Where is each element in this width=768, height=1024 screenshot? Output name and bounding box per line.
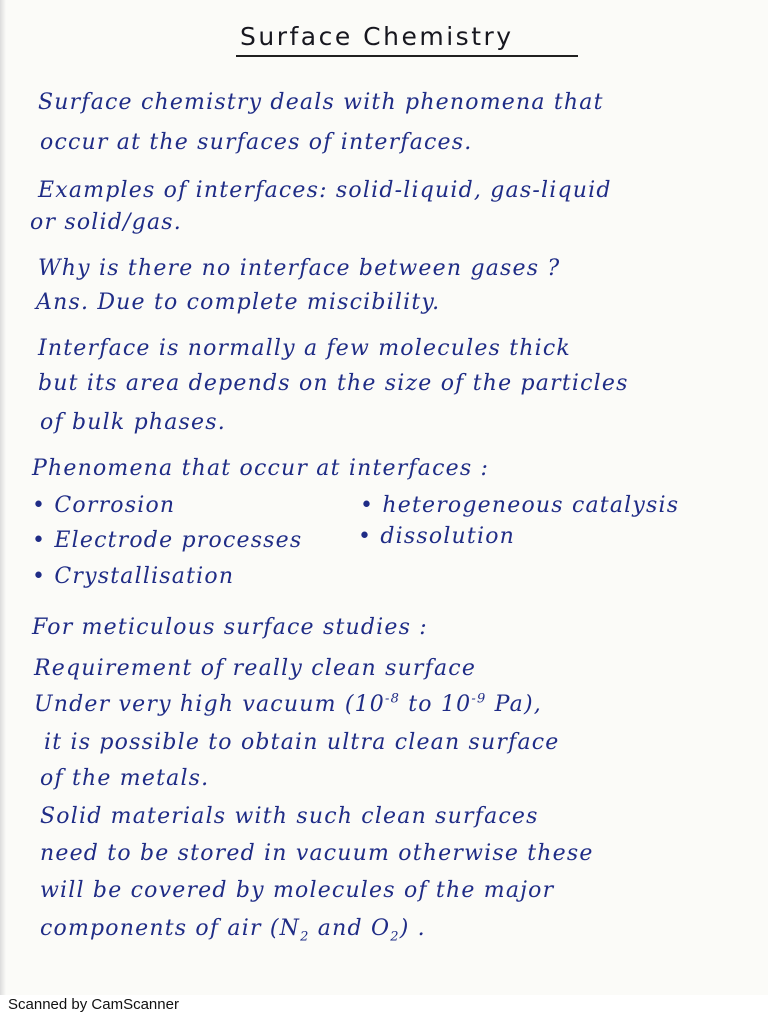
note-line: Ans. Due to complete miscibility. <box>36 290 441 315</box>
oxygen-subscript: 2 <box>390 929 400 945</box>
note-line: or solid/gas. <box>30 210 182 235</box>
air-line <box>40 916 426 945</box>
vacuum-text-end: Pa), <box>486 692 542 717</box>
vacuum-line <box>34 691 542 717</box>
page-edge-shadow <box>0 0 6 995</box>
note-line: Solid materials with such clean surfaces <box>40 804 539 829</box>
air-text-end: ) . <box>399 916 426 941</box>
nitrogen-subscript: 2 <box>300 929 310 945</box>
note-line: Why is there no interface between gases ? <box>38 256 561 281</box>
scanner-footer: Scanned by CamScanner <box>8 996 179 1013</box>
vacuum-exponent-1: -8 <box>385 691 401 707</box>
note-line: Interface is normally a few molecules thick <box>38 336 571 361</box>
bullet-item: • Corrosion <box>32 493 176 518</box>
vacuum-exponent-2: -9 <box>471 691 487 707</box>
bullet-item: • Electrode processes <box>32 528 303 553</box>
note-line: need to be stored in vacuum otherwise these <box>40 841 594 866</box>
note-line: it is possible to obtain ultra clean surface <box>44 730 560 755</box>
note-line: Requirement of really clean surface <box>34 656 477 681</box>
note-line: will be covered by molecules of the major <box>40 878 555 903</box>
bullet-item: • heterogeneous catalysis <box>360 493 680 518</box>
vacuum-text-start: Under very high vacuum (10 <box>34 692 385 717</box>
note-line: but its area depends on the size of the particles <box>38 371 629 396</box>
note-line: occur at the surfaces of interfaces. <box>40 130 473 155</box>
note-line: Phenomena that occur at interfaces : <box>32 456 490 481</box>
note-line: of bulk phases. <box>40 410 226 435</box>
air-text-middle: and O <box>309 916 391 941</box>
note-line: For meticulous surface studies : <box>32 615 428 640</box>
note-line: Examples of interfaces: solid-liquid, gas-liquid <box>38 178 612 203</box>
vacuum-text-middle: to 10 <box>400 692 472 717</box>
air-text-start: components of air (N <box>40 916 301 941</box>
bullet-item: • Crystallisation <box>32 564 235 589</box>
bullet-item: • dissolution <box>358 524 516 549</box>
title-underline <box>236 55 578 57</box>
page-title: Surface Chemistry <box>240 22 514 51</box>
note-line: of the metals. <box>40 766 210 791</box>
note-line: Surface chemistry deals with phenomena that <box>38 90 604 115</box>
